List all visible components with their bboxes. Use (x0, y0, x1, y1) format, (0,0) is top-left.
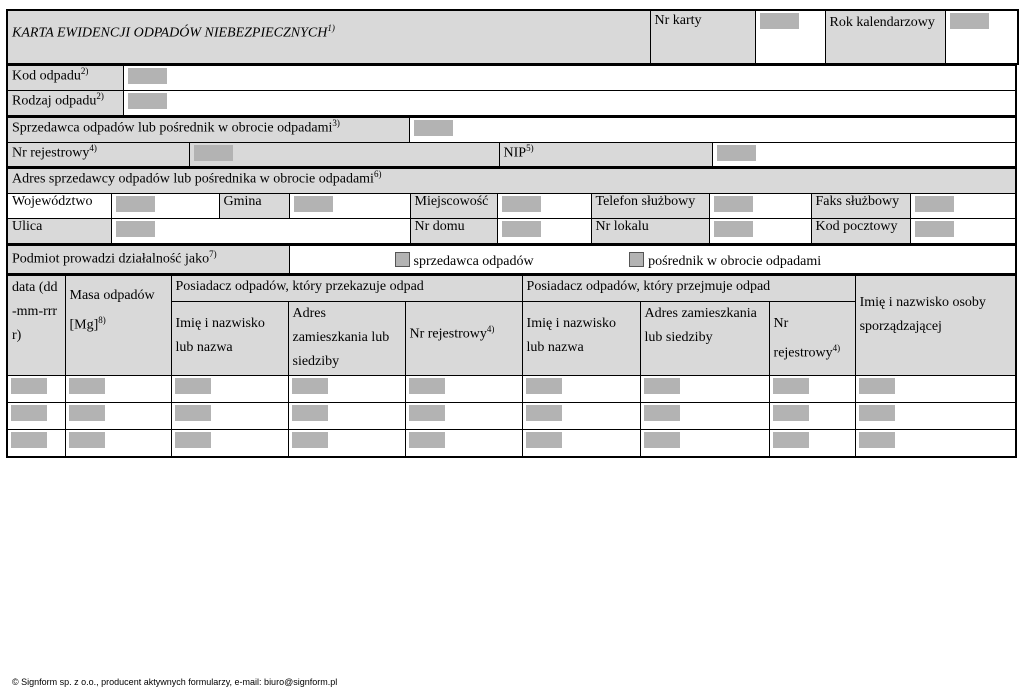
option-seller-label: sprzedawca odpadów (413, 253, 534, 269)
col-receive-reg: Nr rejestrowy$^{4)}$ (769, 302, 855, 376)
flat-label: Nr lokalu (591, 219, 709, 244)
group-transfer: Posiadacz odpadów, który przekazuje odpad (171, 276, 522, 302)
card-number-label: Nr karty (650, 10, 755, 64)
col-transfer-reg: Nr rejestrowy$^{4)}$ (405, 302, 522, 376)
row2-taddr-field[interactable] (292, 405, 328, 421)
option-broker-label: pośrednik w obrocie odpadami (648, 253, 822, 269)
row2-tname-field[interactable] (175, 405, 211, 421)
fax-label: Faks służbowy (811, 194, 910, 219)
address-table (6, 168, 1017, 245)
phone-field[interactable] (714, 196, 753, 212)
row3-tname-field[interactable] (175, 432, 211, 448)
row2-mass-field[interactable] (69, 405, 105, 421)
seller-field[interactable] (414, 120, 453, 136)
row1-date-field[interactable] (11, 378, 47, 394)
waste-type-label: Rodzaj odpadu$^{2)}$ (7, 91, 123, 116)
table-row (7, 403, 1016, 430)
row3-rreg-field[interactable] (773, 432, 809, 448)
postal-label: Kod pocztowy (811, 219, 910, 244)
row1-mass-field[interactable] (69, 378, 105, 394)
street-label: Ulica (7, 219, 111, 244)
col-preparer: Imię i nazwisko osoby sporządzającej (855, 276, 1016, 376)
year-label: Rok kalendarzowy (825, 10, 945, 64)
seller-checkbox[interactable] (395, 252, 410, 267)
seller-reg-gap (409, 142, 499, 167)
city-cell (497, 194, 591, 219)
col-mass: Masa odpadów $[Mg]^{8)}$ (65, 276, 171, 376)
waste-code-field[interactable] (128, 68, 167, 84)
phone-cell (709, 194, 811, 219)
waste-type-field[interactable] (128, 93, 167, 109)
row2-raddr-field[interactable] (644, 405, 680, 421)
commune-label: Gmina (219, 194, 289, 219)
row3-taddr-field[interactable] (292, 432, 328, 448)
year-cell (945, 10, 1018, 64)
voivodeship-label: Województwo (7, 194, 111, 219)
row2-rreg-field[interactable] (773, 405, 809, 421)
row3-rname-field[interactable] (526, 432, 562, 448)
seller-nip-cell (712, 142, 1016, 167)
street-cell (111, 219, 410, 244)
year-field[interactable] (950, 13, 989, 29)
voivodeship-cell (111, 194, 219, 219)
table-row (7, 376, 1016, 403)
waste-type-cell (123, 91, 1016, 116)
city-field[interactable] (502, 196, 541, 212)
card-number-cell (755, 10, 825, 64)
city-label: Miejscowość (410, 194, 497, 219)
postal-cell (910, 219, 1016, 244)
group-receive: Posiadacz odpadów, który przejmuje odpad (522, 276, 855, 302)
flat-cell (709, 219, 811, 244)
waste-record-card (6, 9, 1017, 458)
seller-table (6, 117, 1017, 169)
row1-rreg-field[interactable] (773, 378, 809, 394)
activity-options (289, 245, 1016, 274)
postal-field[interactable] (915, 221, 954, 237)
activity-label: Podmiot prowadzi działalność jako$^{7)}$ (7, 245, 289, 274)
commune-field[interactable] (294, 196, 333, 212)
row1-preparer-field[interactable] (859, 378, 895, 394)
col-transfer-addr: Adres zamieszkania lub siedziby (288, 302, 405, 376)
row2-preparer-field[interactable] (859, 405, 895, 421)
seller-reg-field[interactable] (194, 145, 233, 161)
activity-table (6, 245, 1017, 276)
row2-treg-field[interactable] (409, 405, 445, 421)
row1-tname-field[interactable] (175, 378, 211, 394)
seller-cell (409, 117, 1016, 142)
commune-cell (289, 194, 410, 219)
row3-raddr-field[interactable] (644, 432, 680, 448)
footer-copyright: © Signform sp. z o.o., producent aktywnych formularzy, e-mail: biuro@signform.pl (12, 677, 338, 687)
fax-cell (910, 194, 1016, 219)
row2-date-field[interactable] (11, 405, 47, 421)
header-table (6, 9, 1019, 65)
row1-taddr-field[interactable] (292, 378, 328, 394)
row1-raddr-field[interactable] (644, 378, 680, 394)
broker-checkbox[interactable] (629, 252, 644, 267)
row2-rname-field[interactable] (526, 405, 562, 421)
form-title: KARTA EWIDENCJI ODPADÓW NIEBEZPIECZNYCH$^{1)}$ (7, 10, 650, 64)
seller-nip-field[interactable] (717, 145, 756, 161)
house-label: Nr domu (410, 219, 497, 244)
seller-reg-label: Nr rejestrowy$^{4)}$ (7, 142, 189, 167)
waste-table (6, 65, 1017, 117)
records-table (6, 275, 1017, 458)
row1-treg-field[interactable] (409, 378, 445, 394)
row3-treg-field[interactable] (409, 432, 445, 448)
address-label: Adres sprzedawcy odpadów lub pośrednika w obrocie odpadami$^{6)}$ (7, 169, 1016, 194)
seller-reg-cell (189, 142, 409, 167)
house-field[interactable] (502, 221, 541, 237)
row3-date-field[interactable] (11, 432, 47, 448)
col-receive-name: Imię i nazwisko lub nazwa (522, 302, 640, 376)
row1-rname-field[interactable] (526, 378, 562, 394)
flat-field[interactable] (714, 221, 753, 237)
col-receive-addr: Adres zamieszkania lub siedziby (640, 302, 769, 376)
row3-preparer-field[interactable] (859, 432, 895, 448)
col-date: data (dd-mm-rrrr) (7, 276, 65, 376)
table-row (7, 430, 1016, 458)
seller-label: Sprzedawca odpadów lub pośrednik w obrocie odpadami$^{3)}$ (7, 117, 409, 142)
house-cell (497, 219, 591, 244)
card-number-field[interactable] (760, 13, 799, 29)
voivodeship-field[interactable] (116, 196, 155, 212)
waste-code-label: Kod odpadu$^{2)}$ (7, 66, 123, 91)
fax-field[interactable] (915, 196, 954, 212)
option-seller[interactable] (395, 252, 534, 270)
waste-code-cell (123, 66, 1016, 91)
option-broker[interactable] (629, 252, 821, 270)
street-field[interactable] (116, 221, 155, 237)
col-transfer-name: Imię i nazwisko lub nazwa (171, 302, 288, 376)
seller-nip-label: NIP$^{5)}$ (499, 142, 712, 167)
row3-mass-field[interactable] (69, 432, 105, 448)
phone-label: Telefon służbowy (591, 194, 709, 219)
